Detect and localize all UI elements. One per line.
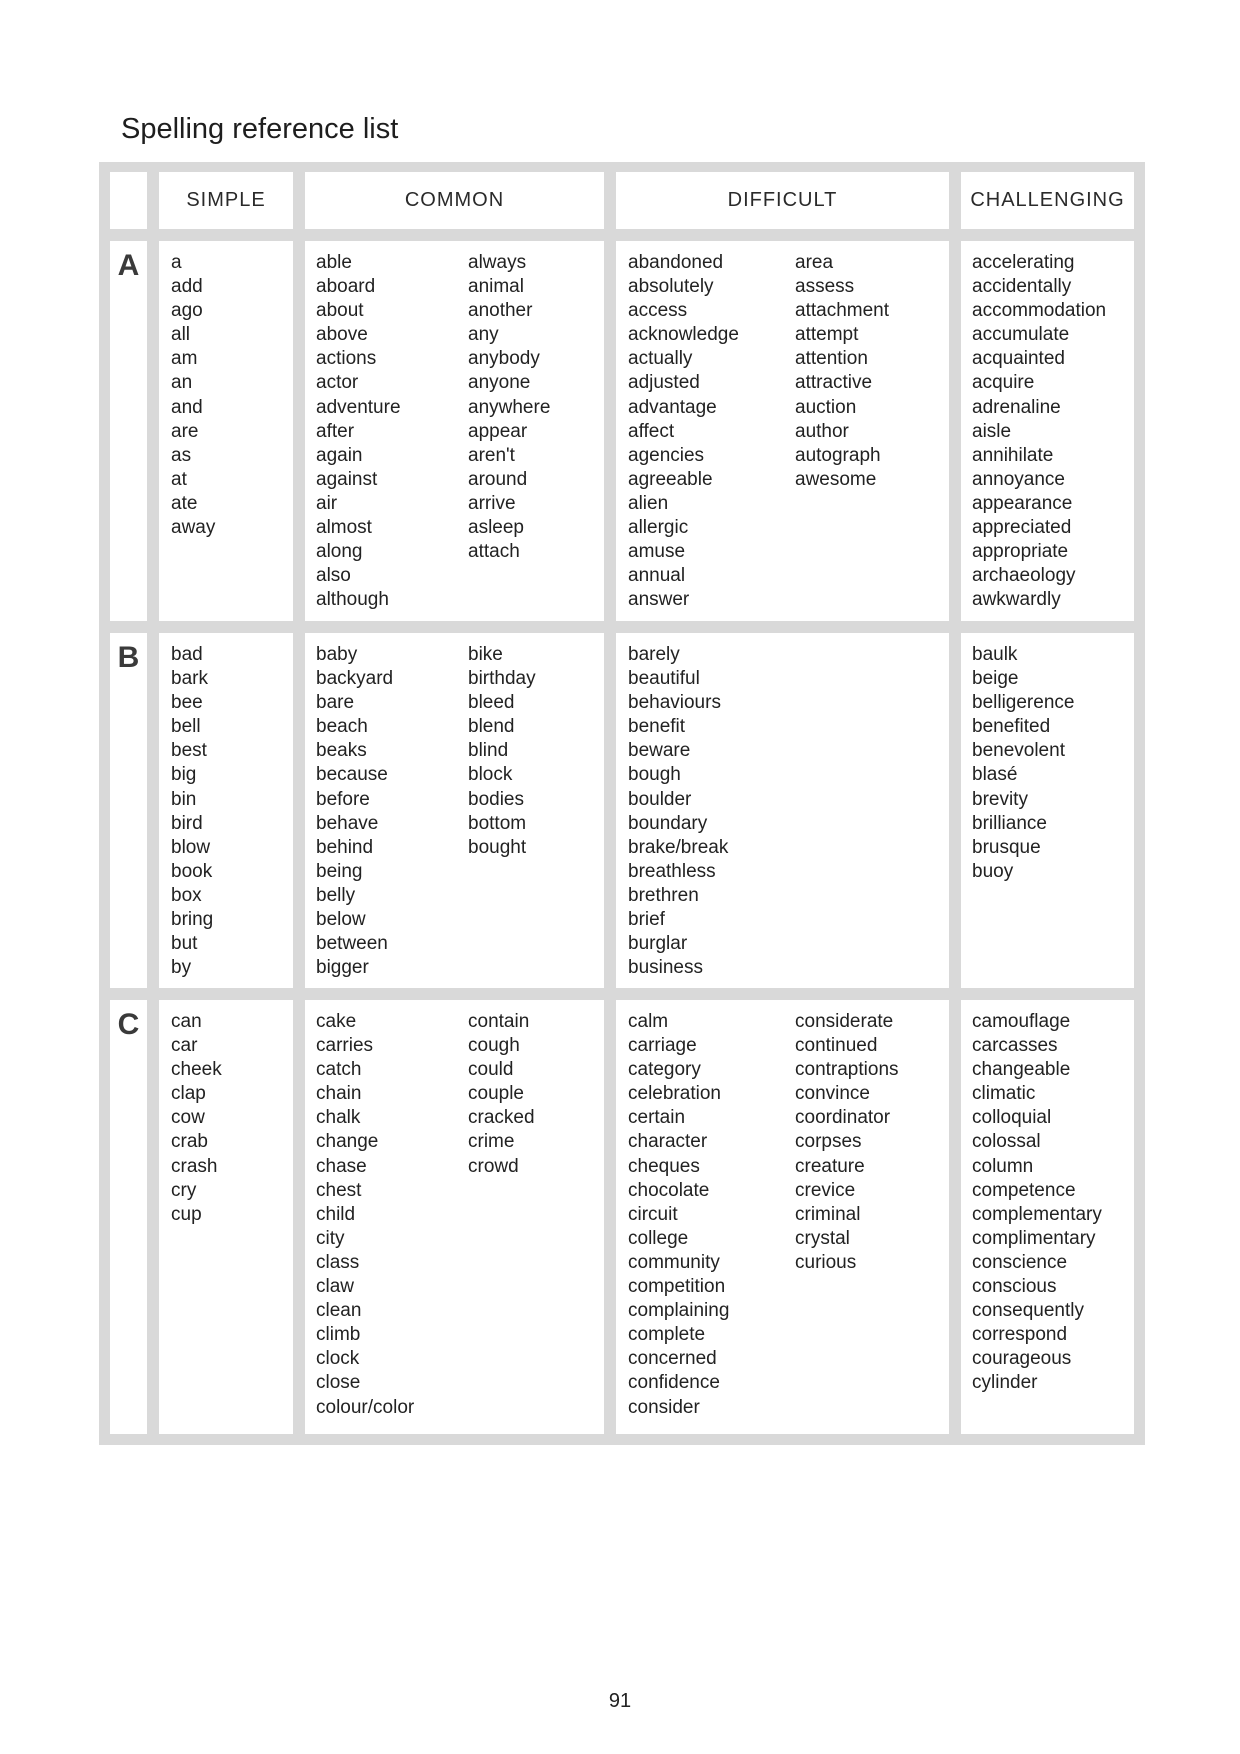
word-item: changeable: [972, 1059, 1071, 1081]
word-item: complimentary: [972, 1227, 1096, 1249]
word-item: benevolent: [972, 740, 1065, 762]
word-item: annoyance: [972, 468, 1065, 490]
word-item: bad: [171, 644, 203, 665]
word-item: aboard: [316, 276, 376, 298]
word-item: am: [171, 348, 198, 370]
word-item: away: [171, 517, 216, 539]
word-item: air: [316, 492, 338, 514]
word-item: appear: [468, 420, 528, 442]
word-item: claw: [316, 1276, 355, 1298]
word-item: actor: [316, 372, 359, 394]
word-item: calm: [628, 1011, 669, 1032]
word-item: considerate: [795, 1011, 894, 1032]
row-b-common-list-1: [316, 643, 393, 980]
word-item: almost: [316, 517, 372, 539]
word-item: chase: [316, 1155, 367, 1177]
word-item: crash: [171, 1155, 218, 1177]
word-item: along: [316, 541, 363, 563]
word-item: city: [316, 1227, 345, 1249]
word-item: beaks: [316, 740, 367, 762]
word-item: bare: [316, 692, 355, 714]
word-item: behaviours: [628, 692, 721, 714]
row-a-challenging-list: [972, 251, 1106, 612]
row-b-common-cell: [305, 633, 604, 988]
word-item: aisle: [972, 420, 1012, 442]
word-item: bird: [171, 812, 203, 834]
word-item: creature: [795, 1155, 865, 1177]
row-c-difficult-cell: [616, 1000, 949, 1434]
row-b-difficult-list-1: [628, 643, 728, 980]
word-item: chocolate: [628, 1179, 710, 1201]
word-item: behind: [316, 836, 374, 858]
word-item: an: [171, 372, 193, 394]
word-item: best: [171, 740, 207, 762]
word-item: carries: [316, 1035, 374, 1057]
word-item: agencies: [628, 444, 705, 466]
spelling-table: [99, 162, 1145, 1445]
word-item: complaining: [628, 1300, 730, 1322]
word-item: chalk: [316, 1107, 361, 1129]
word-item: cheek: [171, 1059, 222, 1081]
word-item: brusque: [972, 836, 1041, 858]
row-a-common-list-2: [468, 251, 550, 564]
word-item: crowd: [468, 1155, 519, 1177]
word-item: barely: [628, 644, 680, 665]
word-item: couple: [468, 1083, 524, 1105]
word-item: annihilate: [972, 444, 1054, 466]
word-item: belligerence: [972, 692, 1075, 714]
word-item: bough: [628, 764, 681, 786]
row-a-common-list-1: [316, 251, 401, 612]
word-item: complete: [628, 1324, 706, 1346]
word-item: between: [316, 933, 388, 955]
word-item: annual: [628, 565, 686, 587]
word-item: acquainted: [972, 348, 1065, 370]
row-c-challenging-cell: [961, 1000, 1134, 1434]
word-item: again: [316, 444, 363, 466]
row-a-difficult-cell: [616, 241, 949, 621]
word-item: boundary: [628, 812, 708, 834]
word-item: at: [171, 468, 187, 490]
word-item: brief: [628, 909, 665, 931]
word-item: attractive: [795, 372, 873, 394]
row-c-simple-list: [171, 1010, 222, 1227]
word-item: after: [316, 420, 355, 442]
row-a-common-cell: [305, 241, 604, 621]
word-item: college: [628, 1227, 689, 1249]
word-item: bleed: [468, 692, 515, 714]
word-item: clean: [316, 1300, 362, 1322]
word-item: anyone: [468, 372, 531, 394]
word-item: benefit: [628, 716, 686, 738]
word-item: bin: [171, 788, 197, 810]
word-item: complementary: [972, 1203, 1102, 1225]
word-item: accumulate: [972, 324, 1070, 346]
word-item: buoy: [972, 860, 1014, 882]
word-item: continued: [795, 1035, 878, 1057]
word-item: burglar: [628, 933, 688, 955]
row-a-challenging-cell: [961, 241, 1134, 621]
word-item: absolutely: [628, 276, 714, 298]
word-item: baulk: [972, 644, 1018, 665]
word-item: appreciated: [972, 517, 1072, 539]
word-item: attach: [468, 541, 520, 563]
row-c-simple-cell: [159, 1000, 293, 1434]
word-item: as: [171, 444, 192, 466]
word-item: appropriate: [972, 541, 1069, 563]
row-letter-a: A: [110, 241, 147, 621]
word-item: car: [171, 1035, 198, 1057]
word-item: convince: [795, 1083, 870, 1105]
word-item: by: [171, 957, 192, 979]
word-item: benefited: [972, 716, 1051, 738]
word-item: bee: [171, 692, 203, 714]
row-c-common-list-2: [468, 1010, 535, 1179]
row-a-difficult-list-1: [628, 251, 739, 612]
row-letter-c: C: [110, 1000, 147, 1434]
word-item: advantage: [628, 396, 717, 418]
word-item: beige: [972, 668, 1019, 690]
word-item: conscious: [972, 1276, 1057, 1298]
word-item: autograph: [795, 444, 881, 466]
word-item: behave: [316, 812, 379, 834]
word-item: affect: [628, 420, 675, 442]
word-item: book: [171, 860, 213, 882]
word-item: appearance: [972, 492, 1073, 514]
word-item: courageous: [972, 1348, 1072, 1370]
word-item: accommodation: [972, 300, 1107, 322]
word-item: clock: [316, 1348, 360, 1370]
word-item: cheques: [628, 1155, 700, 1177]
word-item: consider: [628, 1396, 700, 1418]
word-item: breathless: [628, 860, 716, 882]
word-item: ate: [171, 492, 198, 514]
word-item: author: [795, 420, 849, 442]
word-item: catch: [316, 1059, 362, 1081]
word-item: coordinator: [795, 1107, 891, 1129]
word-item: access: [628, 300, 688, 322]
word-item: climb: [316, 1324, 361, 1346]
page-number: 91: [608, 1690, 632, 1712]
row-a-simple-list: [171, 251, 215, 540]
word-item: brevity: [972, 788, 1028, 810]
word-item: archaeology: [972, 565, 1076, 587]
word-item: bike: [468, 644, 503, 665]
word-item: crab: [171, 1131, 208, 1153]
word-item: blend: [468, 716, 515, 738]
row-b-simple-list: [171, 643, 213, 980]
word-item: blind: [468, 740, 509, 762]
word-item: bring: [171, 909, 214, 931]
row-a-difficult-list-2: [795, 251, 889, 492]
word-item: cup: [171, 1203, 202, 1225]
word-item: carcasses: [972, 1035, 1058, 1057]
word-item: allergic: [628, 517, 689, 539]
word-item: around: [468, 468, 528, 490]
word-item: awesome: [795, 468, 877, 490]
word-item: class: [316, 1251, 360, 1273]
word-item: beach: [316, 716, 368, 738]
word-item: although: [316, 589, 389, 611]
word-item: area: [795, 252, 834, 273]
word-item: attachment: [795, 300, 889, 322]
header-difficult: DIFFICULT: [616, 172, 949, 229]
row-b-simple-cell: [159, 633, 293, 988]
word-item: actually: [628, 348, 693, 370]
word-item: close: [316, 1372, 361, 1394]
word-item: block: [468, 764, 513, 786]
row-b-challenging-list: [972, 643, 1074, 884]
word-item: a: [171, 252, 182, 273]
word-item: being: [316, 860, 363, 882]
word-item: bigger: [316, 957, 369, 979]
word-item: correspond: [972, 1324, 1068, 1346]
word-item: could: [468, 1059, 514, 1081]
word-item: any: [468, 324, 499, 346]
word-item: curious: [795, 1251, 857, 1273]
word-item: criminal: [795, 1203, 861, 1225]
word-item: belly: [316, 884, 356, 906]
word-item: backyard: [316, 668, 394, 690]
word-item: assess: [795, 276, 855, 298]
word-item: all: [171, 324, 191, 346]
word-item: bell: [171, 716, 201, 738]
word-item: box: [171, 884, 202, 906]
row-c-common-list-1: [316, 1010, 414, 1420]
word-item: colossal: [972, 1131, 1041, 1153]
word-item: cracked: [468, 1107, 535, 1129]
word-item: awkwardly: [972, 589, 1061, 611]
word-item: cake: [316, 1011, 357, 1032]
word-item: business: [628, 957, 703, 979]
word-item: concerned: [628, 1348, 717, 1370]
row-b-common-list-2: [468, 643, 536, 860]
row-a-simple-cell: [159, 241, 293, 621]
word-item: against: [316, 468, 378, 490]
word-item: child: [316, 1203, 356, 1225]
word-item: birthday: [468, 668, 536, 690]
word-item: adventure: [316, 396, 401, 418]
word-item: attempt: [795, 324, 859, 346]
word-item: camouflage: [972, 1011, 1071, 1032]
word-item: aren't: [468, 444, 515, 466]
row-letter-b: B: [110, 633, 147, 988]
word-item: always: [468, 252, 527, 273]
word-item: adjusted: [628, 372, 700, 394]
word-item: auction: [795, 396, 857, 418]
word-item: accelerating: [972, 252, 1075, 273]
header-common: COMMON: [305, 172, 604, 229]
word-item: attention: [795, 348, 868, 370]
word-item: celebration: [628, 1083, 721, 1105]
word-item: acknowledge: [628, 324, 739, 346]
word-item: actions: [316, 348, 377, 370]
row-c-difficult-list-1: [628, 1010, 729, 1420]
word-item: community: [628, 1251, 720, 1273]
word-item: can: [171, 1011, 202, 1032]
word-item: bought: [468, 836, 527, 858]
word-item: arrive: [468, 492, 516, 514]
word-item: competence: [972, 1179, 1076, 1201]
word-item: confidence: [628, 1372, 720, 1394]
word-item: colour/color: [316, 1396, 415, 1418]
word-item: category: [628, 1059, 701, 1081]
word-item: cough: [468, 1035, 520, 1057]
row-c-challenging-list: [972, 1010, 1102, 1396]
word-item: competition: [628, 1276, 726, 1298]
word-item: consequently: [972, 1300, 1084, 1322]
word-item: chest: [316, 1179, 362, 1201]
word-item: blow: [171, 836, 211, 858]
word-item: acquire: [972, 372, 1035, 394]
word-item: corpses: [795, 1131, 862, 1153]
word-item: crystal: [795, 1227, 850, 1249]
word-item: abandoned: [628, 252, 724, 273]
word-item: below: [316, 909, 366, 931]
word-item: cry: [171, 1179, 197, 1201]
word-item: but: [171, 933, 198, 955]
word-item: certain: [628, 1107, 686, 1129]
word-item: alien: [628, 492, 669, 514]
header-challenging: CHALLENGING: [961, 172, 1134, 229]
word-item: accidentally: [972, 276, 1072, 298]
word-item: boulder: [628, 788, 692, 810]
word-item: conscience: [972, 1251, 1068, 1273]
row-c-common-cell: [305, 1000, 604, 1434]
word-item: carriage: [628, 1035, 697, 1057]
word-item: bottom: [468, 812, 527, 834]
word-item: baby: [316, 644, 358, 665]
word-item: contain: [468, 1011, 530, 1032]
word-item: beautiful: [628, 668, 700, 690]
word-item: agreeable: [628, 468, 713, 490]
word-item: because: [316, 764, 388, 786]
word-item: ago: [171, 300, 203, 322]
row-b-difficult-cell: [616, 633, 949, 988]
word-item: climatic: [972, 1083, 1036, 1105]
word-item: bodies: [468, 788, 524, 810]
row-b-challenging-cell: [961, 633, 1134, 988]
word-item: brethren: [628, 884, 699, 906]
word-item: about: [316, 300, 364, 322]
word-item: anywhere: [468, 396, 551, 418]
word-item: are: [171, 420, 199, 442]
word-item: character: [628, 1131, 708, 1153]
word-item: anybody: [468, 348, 540, 370]
word-item: answer: [628, 589, 690, 611]
word-item: cow: [171, 1107, 205, 1129]
header-corner-cell: [110, 172, 147, 229]
page-title: Spelling reference list: [121, 113, 399, 145]
row-c-difficult-list-2: [795, 1010, 899, 1275]
word-item: also: [316, 565, 351, 587]
word-item: before: [316, 788, 370, 810]
word-item: chain: [316, 1083, 362, 1105]
word-item: change: [316, 1131, 379, 1153]
word-item: column: [972, 1155, 1034, 1177]
word-item: big: [171, 764, 197, 786]
word-item: blasé: [972, 764, 1018, 786]
word-item: colloquial: [972, 1107, 1052, 1129]
header-simple: SIMPLE: [159, 172, 293, 229]
word-item: and: [171, 396, 203, 418]
word-item: adrenaline: [972, 396, 1061, 418]
word-item: add: [171, 276, 203, 298]
word-item: another: [468, 300, 533, 322]
word-item: clap: [171, 1083, 206, 1105]
word-item: contraptions: [795, 1059, 899, 1081]
word-item: crevice: [795, 1179, 856, 1201]
word-item: above: [316, 324, 368, 346]
word-item: able: [316, 252, 352, 273]
word-item: circuit: [628, 1203, 678, 1225]
word-item: brilliance: [972, 812, 1047, 834]
word-item: bark: [171, 668, 208, 690]
word-item: crime: [468, 1131, 515, 1153]
word-item: cylinder: [972, 1372, 1038, 1394]
word-item: animal: [468, 276, 524, 298]
word-item: brake/break: [628, 836, 729, 858]
word-item: beware: [628, 740, 691, 762]
word-item: asleep: [468, 517, 524, 539]
word-item: amuse: [628, 541, 686, 563]
